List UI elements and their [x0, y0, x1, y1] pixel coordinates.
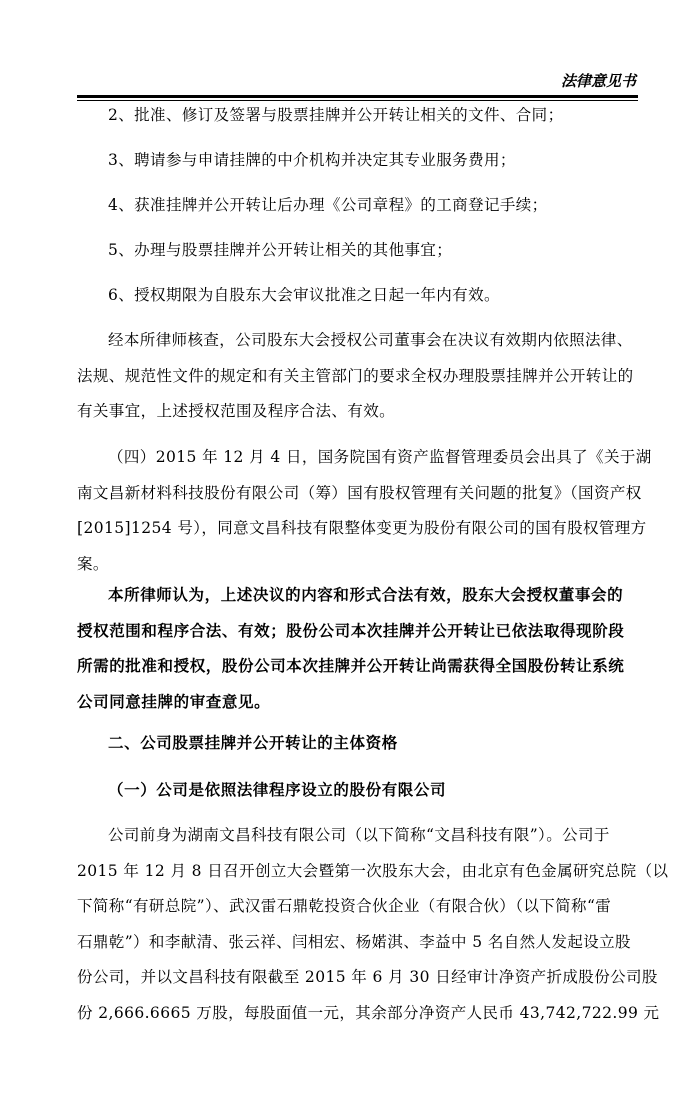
- list-item: 2、批准、修订及签署与股票挂牌并公开转让相关的文件、合同；: [108, 106, 564, 124]
- paragraph-line: 2015 年 12 月 8 日召开创立大会暨第一次股东大会，由北京有色金属研究总院（以: [77, 861, 669, 880]
- approval-paragraph: [77, 440, 652, 582]
- paragraph-line: 所需的批准和授权，股份公司本次挂牌并公开转让尚需获得全国股份转让系统: [77, 657, 625, 675]
- paragraph-line: （四）2015 年 12 月 4 日，国务院国有资产监督管理委员会出具了《关于湖: [108, 448, 652, 466]
- paragraph-line: 授权范围和程序合法、有效；股份公司本次挂牌并公开转让已依法取得现阶段: [77, 621, 625, 640]
- list-item: 5、办理与股票挂牌并公开转让相关的其他事宜；: [108, 241, 453, 259]
- paragraph-line: 有关事宜，上述授权范围及程序合法、有效。: [77, 402, 396, 420]
- paragraph-line: 公司同意挂牌的审查意见。: [77, 692, 271, 711]
- paragraph-line: 经本所律师核查，公司股东大会授权公司董事会在决议有效期内依照法律、: [108, 331, 633, 349]
- paragraph-line: 公司前身为湖南文昌科技有限公司（以下简称“文昌科技有限”）。公司于: [108, 826, 610, 844]
- verification-paragraph: [77, 323, 634, 430]
- list-item: 3、聘请参与申请挂牌的中介机构并决定其专业服务费用；: [108, 151, 516, 169]
- paragraph-line: 份公司，并以文昌科技有限截至 2015 年 6 月 30 日经审计净资产折成股份公司股: [77, 968, 658, 986]
- paragraph-line: 南文昌新材料科技股份有限公司（筹）国有股权管理有关问题的批复》（国资产权: [77, 483, 642, 502]
- opinion-paragraph: [77, 578, 623, 720]
- paragraph-line: 案。: [77, 554, 109, 573]
- document-header-title: 法律意见书: [560, 72, 636, 90]
- paragraph-line: 份 2,666.6665 万股，每股面值一元，其余部分净资产人民币 43,742,722.99 元: [77, 1003, 660, 1022]
- list-item: 6、授权期限为自股东大会审议批准之日起一年内有效。: [108, 286, 500, 304]
- paragraph-line: 本所律师认为，上述决议的内容和形式合法有效，股东大会授权董事会的: [108, 586, 624, 604]
- subsection-heading: （一）公司是依照法律程序设立的股份有限公司: [108, 781, 447, 799]
- list-item: 4、获准挂牌并公开转让后办理《公司章程》的工商登记手续；: [108, 196, 548, 214]
- paragraph-line: 石鼎乾”）和李献清、张云祥、闫相宏、杨婼淇、李益中 5 名自然人发起设立股: [77, 932, 631, 951]
- section-heading: 二、公司股票挂牌并公开转让的主体资格: [108, 734, 398, 752]
- history-paragraph: [77, 818, 669, 1031]
- paragraph-line: [2015]1254 号），同意文昌科技有限整体变更为股份有限公司的国有股权管理方: [77, 519, 647, 537]
- paragraph-line: 法规、规范性文件的规定和有关主管部门的要求全权办理股票挂牌并公开转让的: [77, 366, 634, 385]
- paragraph-line: 下简称“有研总院”）、武汉雷石鼎乾投资合伙企业（有限合伙）（以下简称“雷: [77, 897, 612, 915]
